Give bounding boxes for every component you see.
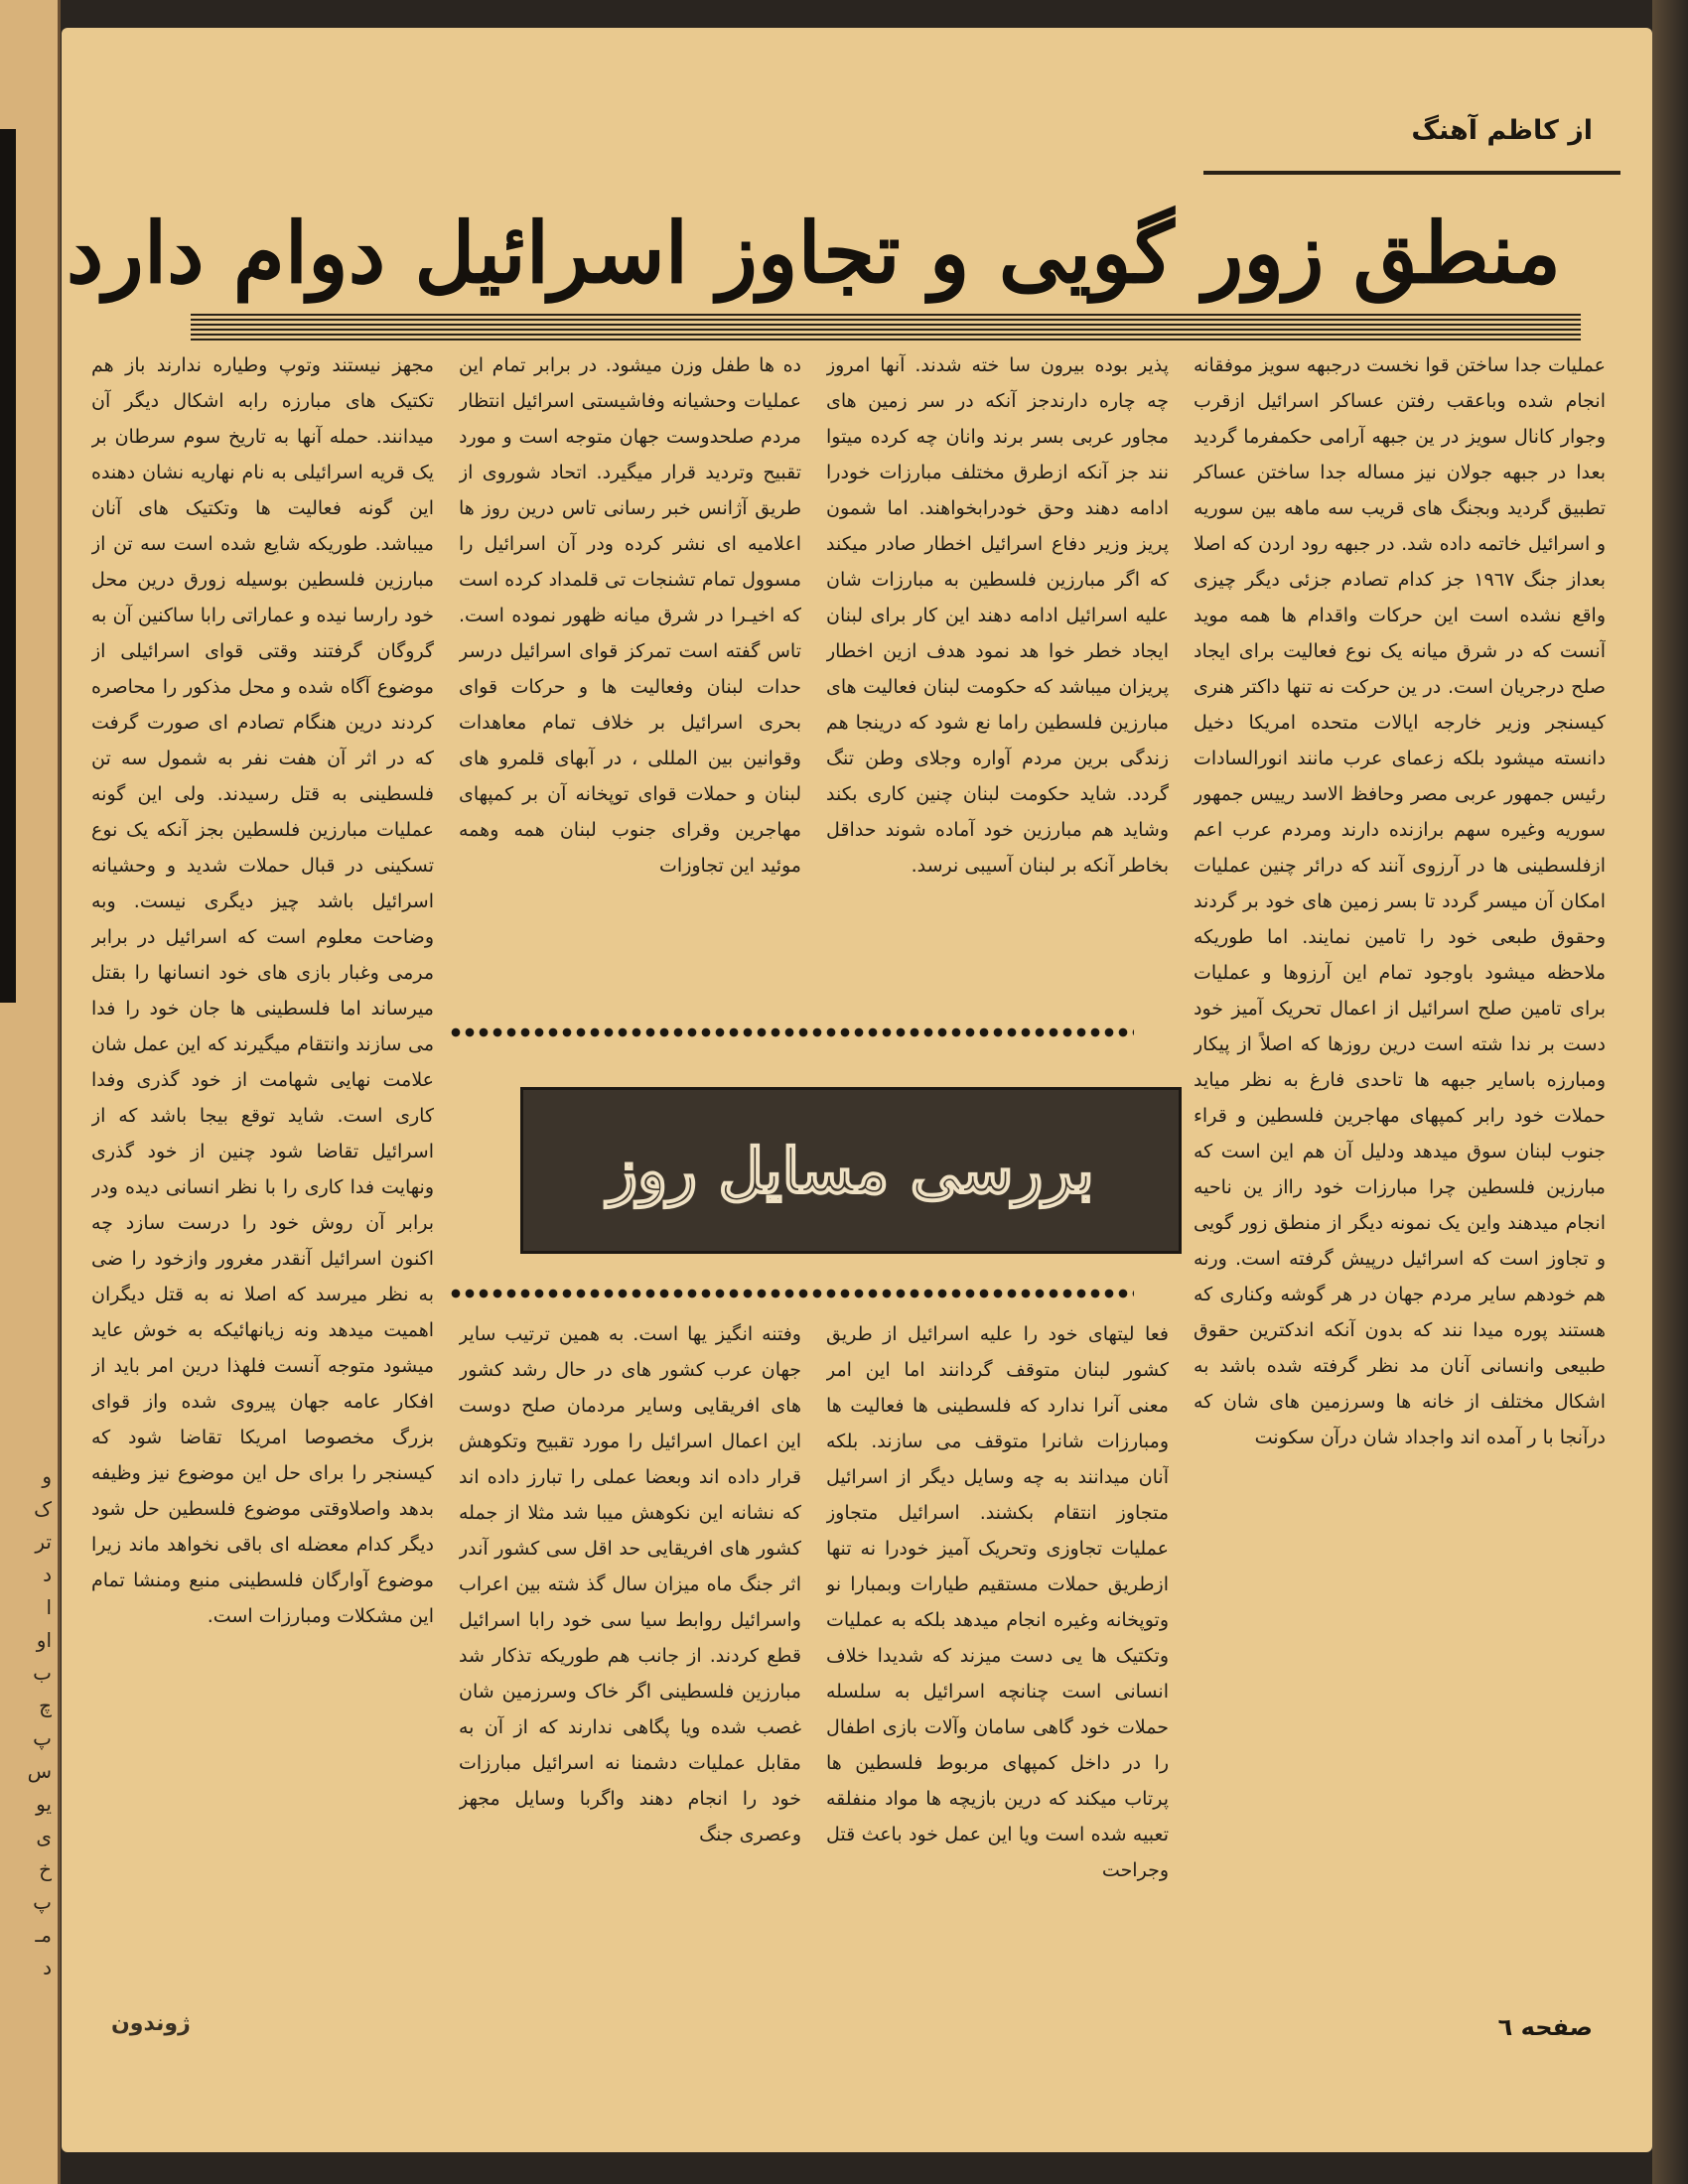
section-title-banner (520, 1087, 1182, 1254)
prev-page-fragment: او (36, 1628, 52, 1652)
previous-page-edge (0, 0, 61, 2184)
prev-page-fragment: پ (33, 1726, 52, 1750)
article-column-2-bottom: فعا لیتهای خود را علیه اسرائیل از طریق کشور لبنان متوقف گردانند اما این امر معنی آنرا ندارد که فلسطینی ها فعالیت ها ومبارزات شانرا متوقف می سازند. بلکه آنان میدانند به چه وسایل دیگر از اسرائیل متجاوز انتقام بکشند. اسرائیل متجاوز عملیات تجاوزی وتحریک آمیز خودرا نه تنها ازطریق حملات مستقیم طیارات وبمبارا نو وتوپخانه وغیره انجام میدهد بلکه به عملیات وتکتیک ها یی دست میزند که شدیدا خلاف انسانی است چنانچه اسرائیل به سلسله حملات خود گاهی سامان وآلات بازی اطفال را در داخل کمپهای مربوط فلسطین ها پرتاب میکند که درین بازیچه ها مواد منفلقه تعبیه شده است ویا این عمل خود باعث قتل وجراحت (826, 1323, 1169, 1881)
prev-page-fragment: تر (35, 1530, 52, 1554)
article-column-3-bottom: وفتنه انگیز یها است. به همین ترتیب سایر جهان عرب کشور های در حال رشد کشور های افریقایی وسایر مردمان صلح دوست این اعمال اسرائیل را مورد تقبیح وتکوهش قرار داده اند وبعضا عملی را تبارز داده اند که نشانه این نکوهش میبا شد مثلا از جمله کشور های افریقایی حد اقل سی کشور آندر اثر جنگ ماه میزان سال گذ شته بین اعراب واسرائیل روابط سیا سی خود رابا اسرائیل قطع کردند. از جانب هم طوریکه تذکار شد مبارزین فلسطینی اگر خاک وسرزمین شان غصب شده ویا پگاهی ندارند که از آن به مقابل عملیات دشمنا نه اسرائیل مبارزات خود را انجام دهند واگربا وسایل مجهز وعصری جنگ (459, 1323, 801, 1845)
prev-page-fragment: و (42, 1464, 52, 1488)
prev-page-fragment: ب (33, 1661, 52, 1685)
dotted-separator-bottom (449, 1287, 1134, 1300)
byline-underline (1203, 171, 1620, 175)
prev-page-fragment: ی (36, 1825, 52, 1848)
prev-page-fragment: د (43, 1563, 52, 1586)
prev-page-fragment: خ (39, 1857, 52, 1881)
article-column-1: عملیات جدا ساختن قوا نخست درجبهه سویز موفقانه انجام شده وباعقب رفتن عساکر اسرائیل ازقرب وجوار کانال سویز در ین جبهه آرامی حکمفرما گردید بعدا در جبهه جولان نیز مساله جدا ساختن عساکر تطبیق گردید وبجنگ های قریب سه ماهه بین سوریه و اسرائیل خاتمه داده شد. در جبهه رود اردن که اصلا بعداز جنگ ١٩٦٧ جز کدام تصادم جزئی دیگر چیزی واقع نشده است این حرکات واقدام ها همه موید آنست که در شرق میانه یک نوع فعالیت برای ایجاد صلح درجریان است. در ین حرکت نه تنها داکتر هنری کیسنجر وزیر خارجه ایالات متحده امریکا دخیل دانسته میشود بلکه زعمای عرب مانند انورالسادات رئیس جمهور عربی مصر وحافظ الاسد رییس جمهور سوریه وغیره سهم برازنده دارند ومردم عرب اعم ازفلسطینی ها در آرزوی آنند که درائر چنین عملیات امکان آن میسر گردد تا بسر زمین های خود بر گردند وحقوق طبعی خود را تامین نمایند. اما طوریکه ملاحظه میشود باوجود تمام این آرزوها و عملیات برای تامین صلح اسرائیل از اعمال تحریک آمیز خود دست بر ندا شته است درین روزها که اصلاً از پیکار ومبارزه باسایر جبهه ها تاحدی فارغ به نظر میاید حملات خود رابر کمپهای مهاجرین فلسطین و قراء جنوب لبنان سوق میدهد ودلیل آن هم این است که مبارزین فلسطین چرا مبارزات خود رااز ین ناحیه انجام میدهند واین یک نمونه دیگر از منطق زور گویی و تجاوز است که اسرائیل درپیش گرفته است. ورنه هم خودهم سایر مردم جهان در هر گوشه وکناری که هستند پوره میدا نند که بدون آنکه اندکترین حقوق طبیعی وانسانی آنان مد نظر گرفته شده باشد به اشکال مختلف از خانه ها وسرزمین های شان که درآنجا با ر آمده اند واجداد شان درآن سکونت (1194, 354, 1606, 1448)
article-column-2-top: پذیر بوده بیرون سا خته شدند. آنها امروز چه چاره دارندجز آنکه در سر زمین های مجاور عربی بسر برند وانان چه کرده میتوا نند جز آنکه ازطرق مختلف مبارزات خودرا ادامه دهند وحق خودرابخواهند. اما شمون پریز وزیر دفاع اسرائیل اخطار صادر میکند که اگر مبارزین فلسطین به مبارزات شان علیه اسرائیل ادامه دهند این کار برای لبنان ایجاد خطر خوا هد نمود هدف ازین اخطار پریزان میباشد که حکومت لبنان فعالیت های مبارزین فلسطین راما نع شود که درینجا هم زندگی برین مردم آواره وجلای وطن تنگ گردد. شاید حکومت لبنان چنین کاری بکند وشاید هم مبارزین خود آماده شوند حداقل بخاطر آنکه بر لبنان آسیبی نرسد. (826, 354, 1169, 877)
dotted-separator-top (449, 1025, 1134, 1039)
section-title-text: بررسی مسایل روز (608, 1134, 1094, 1207)
previous-page-black-band (0, 129, 16, 1003)
page-number: صفحه ٦ (1497, 2013, 1593, 2041)
prev-page-fragment: چ (39, 1694, 52, 1717)
prev-page-fragment: ا (46, 1595, 52, 1619)
article-column-4: مجهز نیستند وتوپ وطیاره ندارند باز هم تکتیک های مبارزه رابه اشکال دیگر آن میدانند. حمله آنها به تاریخ سوم سرطان بر یک قریه اسرائیلی به نام نهاریه نشان دهنده این گونه فعالیت ها وتکتیک های آنان میباشد. طوریکه شایع شده است سه تن از مبارزین فلسطین بوسیله زورق درین محل خود رارسا نیده و عماراتی رابا ساکنین آن به گروگان گرفتند وقتی قوای اسرائیلی از موضوع آگاه شده و محل مذکور را محاصره کردند درین هنگام تصادم ای صورت گرفت که در اثر آن هفت نفر به شمول سه تن فلسطینی به قتل رسیدند. ولی این گونه عملیات مبارزین فلسطین بجز آنکه یک نوع تسکینی در قبال حملات شدید و وحشیانه اسرائیل باشد چیز دیگری نیست. وبه وضاحت معلوم است که اسرائیل در برابر مرمی وغبار بازی های خود انسانها را بقتل میرساند اما فلسطینی ها جان خود را فدا می سازند وانتقام میگیرند که این عمل شان علامت نهایی شهامت از خود گذری وفدا کاری است. شاید توقع بیجا باشد که از اسرائیل تقاضا شود چنین از خود گذری ونهایت فدا کاری را با نظر انسانی دیده ودر برابر آن روش خود را درست سازد چه اکنون اسرائیل آنقدر مغرور وازخود را ضی به نظر میرسد که اصلا نه به قتل دیگران اهمیت میدهد ونه زیانهائیکه به خوش عاید میشود متوجه آنست فلهذا درین امر باید از افکار عامه جهان پیروی شده واز قوای بزرگ مخصوصا امریکا تقاضا شود که کیسنجر را برای حل این موضوع نیز وظیفه بدهد واصلاوقتی موضوع فلسطین حل شود دیگر کدام معضله ای باقی نخواهد ماند زیرا موضوع آوارگان فلسطینی منبع ومنشا تمام این مشکلات ومبارزات است. (91, 354, 434, 1627)
prev-page-fragment: پ (33, 1890, 52, 1914)
prev-page-fragment: ک (34, 1497, 52, 1521)
prev-page-fragment: مـ (35, 1923, 52, 1947)
scan-edge-shadow (1652, 0, 1688, 2184)
article-column-3-top: ده ها طفل وزن میشود. در برابر تمام این عملیات وحشیانه وفاشیستی اسرائیل انتظار مردم صلحدوست جهان متوجه است و مورد تقبیح وتردید قرار میگیرد. اتحاد شوروی از طریق آژانس خبر رسانی تاس درین روز ها اعلامیه ای نشر کرده ودر آن اسرائیل را مسوول تمام تشنجات تی قلمداد کرده است که اخیـرا در شرق میانه ظهور نموده است. تاس گفته است تمرکز قوای اسرائیل درسر حدات لبنان وفعالیت ها و حرکات قوای بحری اسرائیل بر خلاف تمام معاهدات وقوانین بین المللی ، در آبهای قلمرو های لبنان و حملات قوای توپخانه آن بر کمپهای مهاجرین وقرای جنوب لبنان همه وهمه موئید این تجاوزات (459, 354, 801, 877)
magazine-page (62, 28, 1652, 2152)
magazine-name-footer: ژوندون (111, 2011, 191, 2036)
headline-stripe-rule (191, 311, 1581, 341)
author-byline: از کاظم آهنگ (1411, 115, 1593, 146)
prev-page-fragment: یو (36, 1792, 52, 1816)
prev-page-fragment: س (27, 1759, 52, 1783)
article-headline: منطق زور گویی و تجاوز اسرائیل دوام دارد (66, 204, 1561, 302)
prev-page-fragment: د (43, 1956, 52, 1979)
